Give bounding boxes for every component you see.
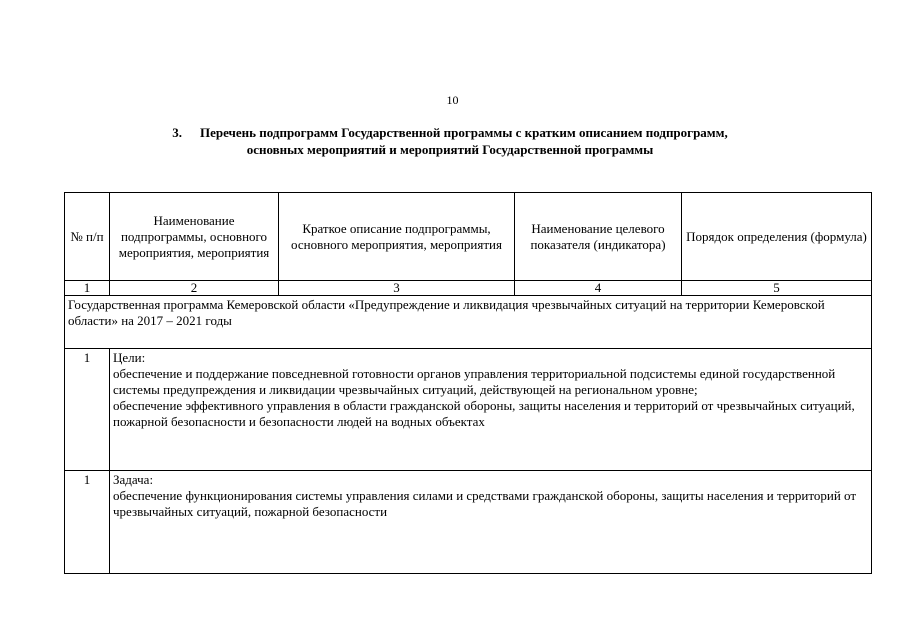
- goals-index: 1: [65, 349, 110, 471]
- column-number: 5: [682, 281, 872, 296]
- task-row: [65, 471, 872, 574]
- header-indicator: Наименование целевого показателя (индикатора): [515, 193, 682, 281]
- header-name: Наименование подпрограммы, основного мероприятия, мероприятия: [110, 193, 279, 281]
- goals-row: [65, 349, 872, 471]
- header-number: № п/п: [65, 193, 110, 281]
- page-number: 10: [446, 93, 459, 107]
- header-formula: Порядок определения (формула): [682, 193, 872, 281]
- task-item: обеспечение функционирования системы управления силами и средствами гражданской обороны, защиты населения и территорий от чрезвычайных ситуаций, пожарной безопасности: [113, 488, 857, 519]
- column-number: 2: [110, 281, 279, 296]
- header-description: Краткое описание подпрограммы, основного мероприятия, мероприятия: [279, 193, 515, 281]
- section-title-line1: Перечень подпрограмм Государственной программы с кратким описанием подпрограмм,: [199, 125, 728, 140]
- section-title-line2: основных мероприятий и мероприятий Государственной программы: [246, 142, 654, 157]
- column-number: 4: [515, 281, 682, 296]
- column-number: 1: [65, 281, 110, 296]
- program-row: [65, 296, 872, 349]
- goal-item: обеспечение эффективного управления в области гражданской обороны, защиты населения и территорий от чрезвычайных ситуаций, пожарной безопасности и безопасности людей на водных объектах: [113, 398, 855, 429]
- section-number: 3.: [172, 125, 182, 140]
- goals-label: Цели:: [113, 350, 146, 365]
- task-index: 1: [65, 471, 110, 574]
- subprograms-table: [64, 192, 872, 574]
- table-header-row: [65, 193, 872, 281]
- column-numbers-row: [65, 281, 872, 296]
- section-title: [60, 124, 840, 158]
- column-number: 3: [279, 281, 515, 296]
- goals-cell: [110, 349, 872, 471]
- program-text: Государственная программа Кемеровской области «Предупреждение и ликвидация чрезвычайных ситуаций на территории Кемеровской области» на 2017 – 2021 годы: [65, 296, 872, 349]
- task-cell: [110, 471, 872, 574]
- task-label: Задача:: [113, 472, 154, 487]
- goal-item: обеспечение и поддержание повседневной готовности органов управления территориальной подсистемы единой государственной системы предупреждения и ликвидации чрезвычайных ситуаций, действующей на региональном уровне;: [113, 366, 836, 397]
